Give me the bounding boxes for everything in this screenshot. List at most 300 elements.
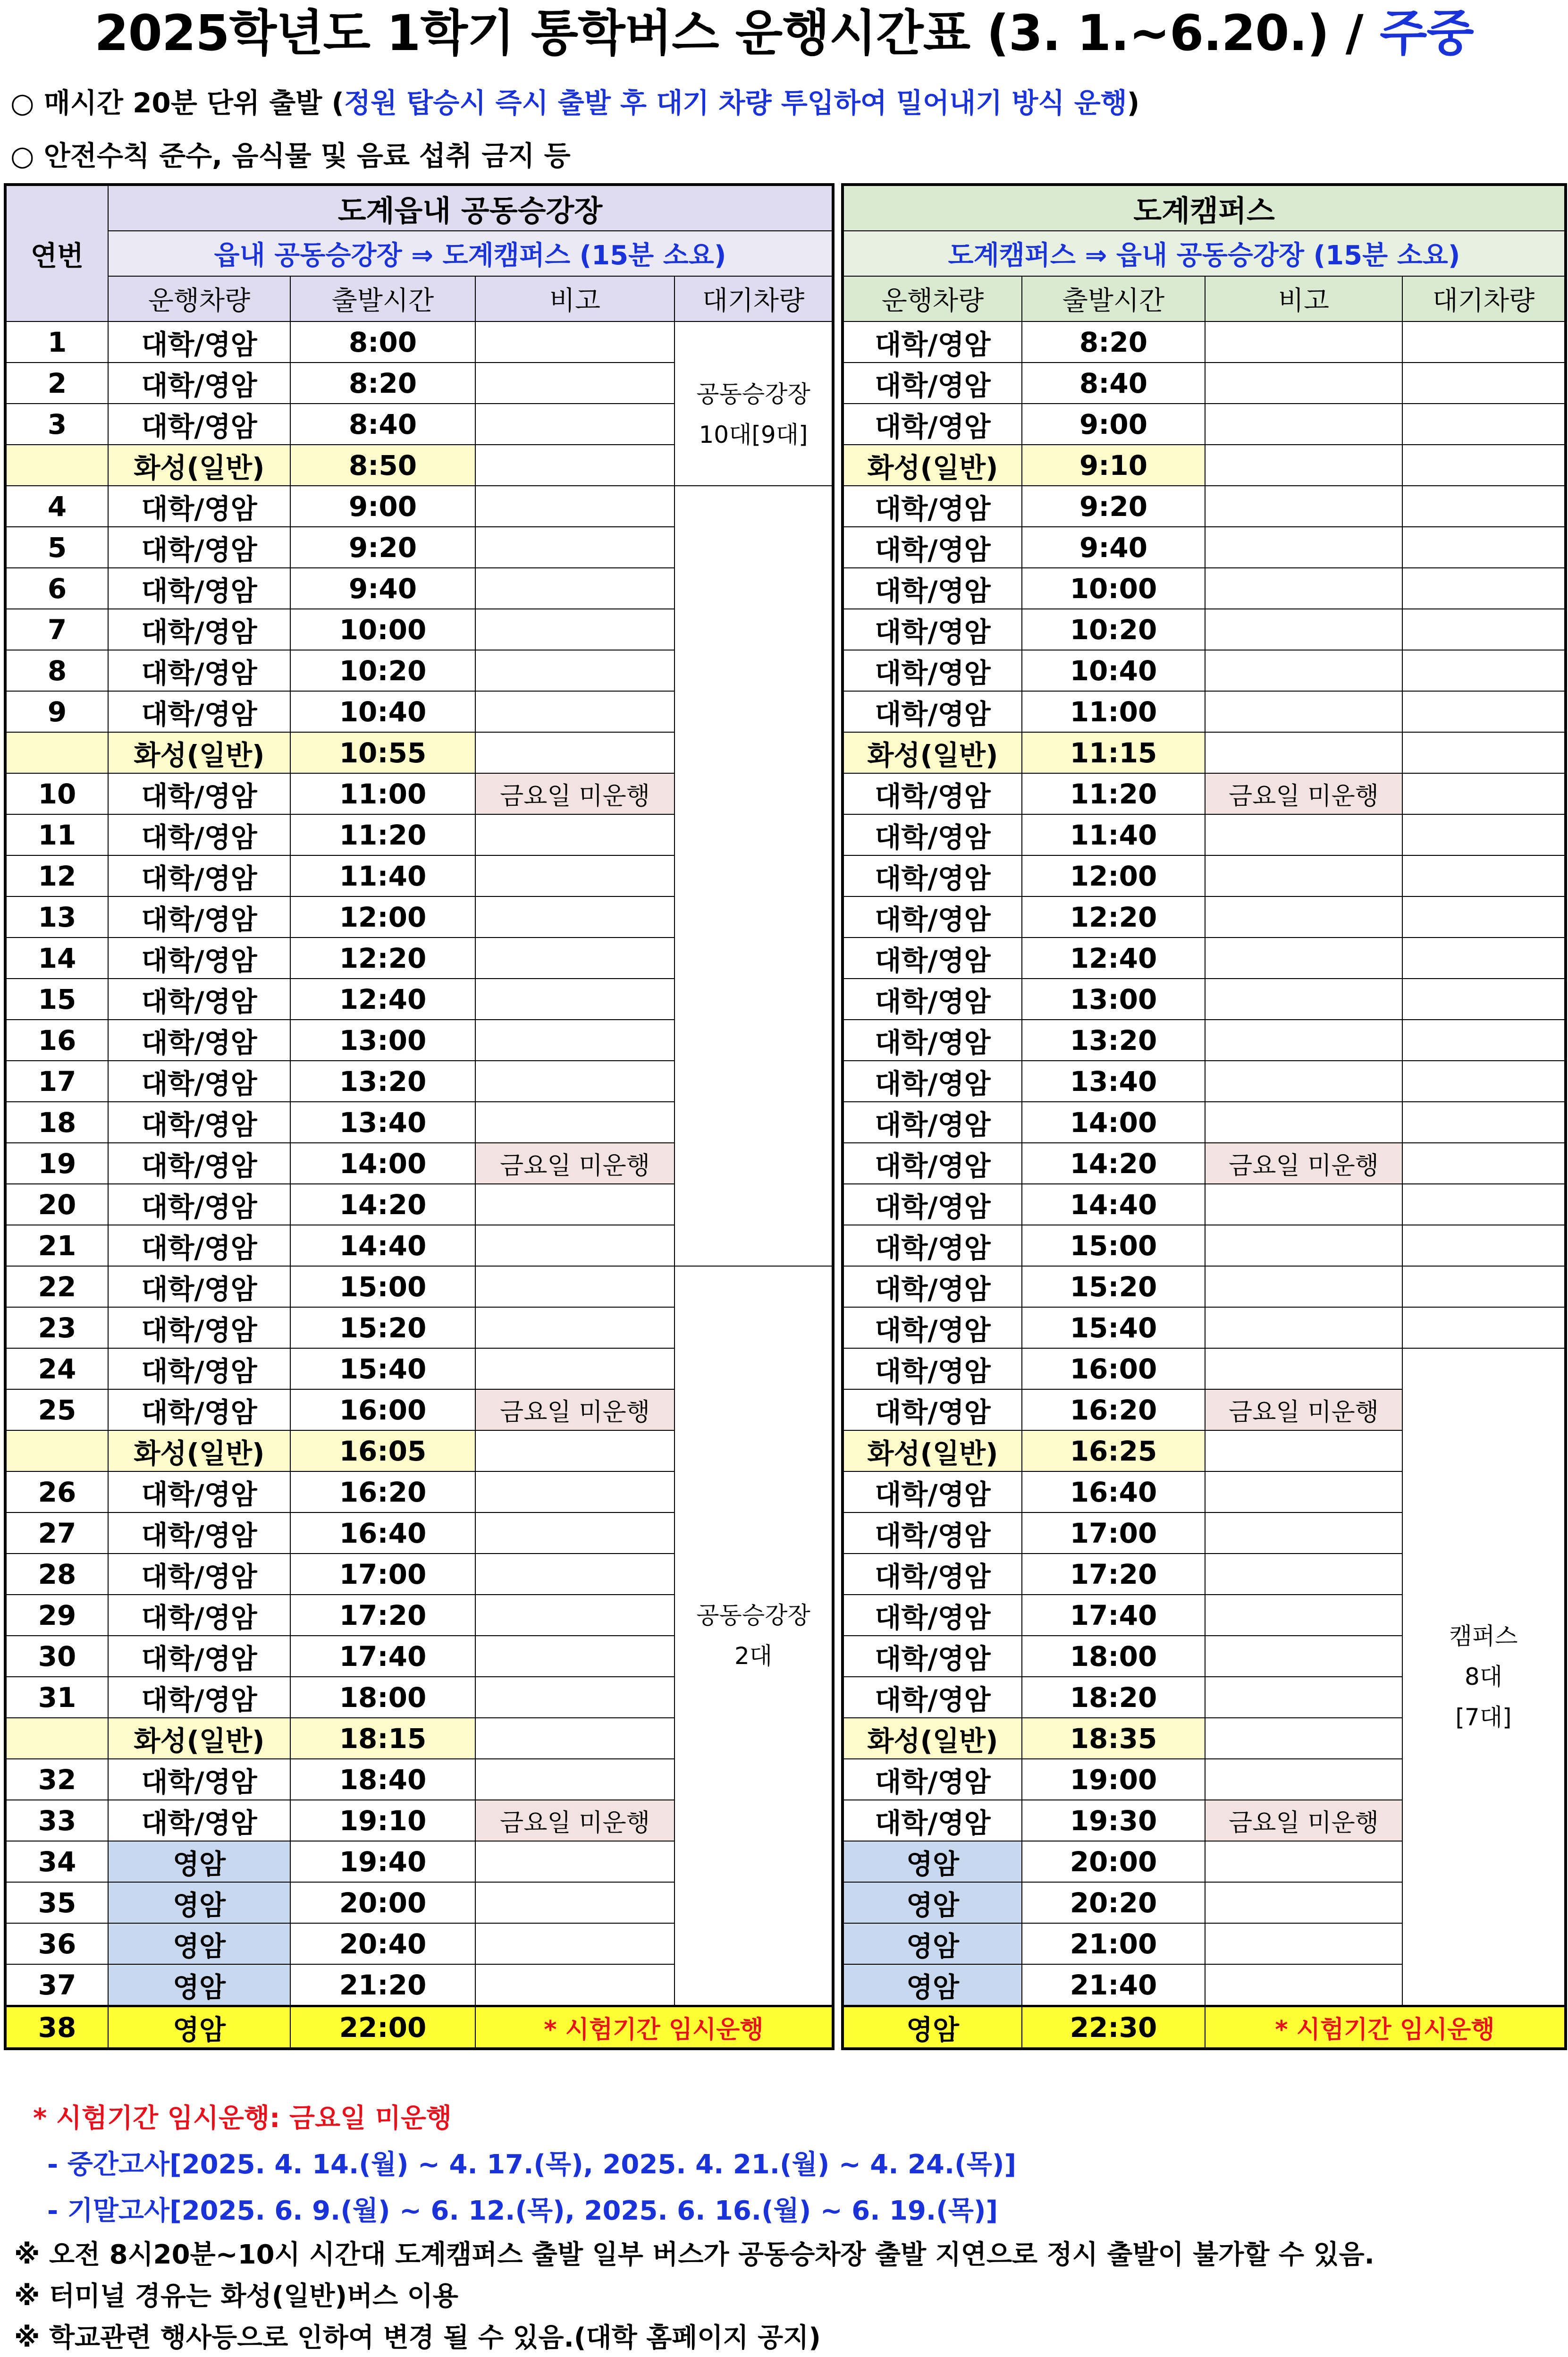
left-col-bus: 운행차량	[108, 276, 290, 321]
row-number	[5, 732, 108, 773]
row-number	[5, 1430, 108, 1471]
right-departure-time: 15:40	[1022, 1307, 1205, 1348]
right-col-note: 비고	[1205, 276, 1402, 321]
left-bus-type: 대학/영암	[108, 773, 290, 814]
left-remark	[475, 1061, 674, 1102]
right-bus-type: 대학/영암	[843, 1307, 1022, 1348]
right-remark	[1205, 486, 1402, 527]
left-waiting-vehicles-empty	[674, 486, 833, 1266]
right-waiting-vehicles-empty	[1402, 1061, 1566, 1102]
left-bus-type: 대학/영암	[108, 1759, 290, 1800]
right-waiting-vehicles-empty	[1402, 1225, 1566, 1266]
left-departure-time: 15:20	[290, 1307, 475, 1348]
left-bus-type: 대학/영암	[108, 814, 290, 855]
left-departure-time: 16:00	[290, 1389, 475, 1430]
row-number: 27	[5, 1512, 108, 1554]
left-remark	[475, 1471, 674, 1512]
delay-note: ※ 오전 8시20분~10시 시간대 도계캠퍼스 출발 일부 버스가 공동승차장 출발 지연으로 정시 출발이 불가할 수 있음.	[14, 2239, 1374, 2270]
right-table-row	[843, 1184, 1566, 1225]
left-remark	[475, 1841, 674, 1882]
right-table-row	[843, 2006, 1566, 2049]
right-bus-type: 대학/영암	[843, 1225, 1022, 1266]
right-waiting-vehicles-empty	[1402, 321, 1566, 363]
right-col-bus: 운행차량	[843, 276, 1022, 321]
left-bus-type: 대학/영암	[108, 1512, 290, 1554]
right-waiting-vehicles-empty	[1402, 1020, 1566, 1061]
left-departure-time: 8:40	[290, 404, 475, 445]
row-number: 20	[5, 1184, 108, 1225]
notice1-prefix: ○ 매시간 20분 단위 출발 (	[10, 87, 345, 119]
right-bus-type: 대학/영암	[843, 1020, 1022, 1061]
left-bus-type: 대학/영암	[108, 527, 290, 568]
right-departure-time: 19:30	[1022, 1800, 1205, 1841]
right-bus-type: 대학/영암	[843, 1266, 1022, 1307]
right-remark	[1205, 1677, 1402, 1718]
left-wait-top-line2: 10대[9대]	[699, 421, 808, 448]
right-waiting-vehicles-empty	[1402, 527, 1566, 568]
right-table-row	[843, 1225, 1566, 1266]
left-remark	[475, 1759, 674, 1800]
left-table-row	[5, 486, 833, 527]
left-remark	[475, 1554, 674, 1595]
right-table-row	[843, 404, 1566, 445]
right-departure-time: 9:00	[1022, 404, 1205, 445]
left-departure-time: 13:00	[290, 1020, 475, 1061]
right-departure-time: 12:00	[1022, 855, 1205, 896]
left-bus-type: 대학/영암	[108, 404, 290, 445]
row-number: 22	[5, 1266, 108, 1307]
row-number: 10	[5, 773, 108, 814]
left-departure-time: 16:40	[290, 1512, 475, 1554]
right-exam-note: * 시험기간 임시운행	[1205, 2006, 1566, 2049]
right-remark	[1205, 938, 1402, 979]
right-waiting-vehicles-empty	[1402, 1307, 1566, 1348]
right-table-row	[843, 732, 1566, 773]
right-waiting-vehicles-empty	[1402, 486, 1566, 527]
right-bus-type: 영암	[843, 1841, 1022, 1882]
right-departure-time: 15:00	[1022, 1225, 1205, 1266]
row-number: 24	[5, 1348, 108, 1389]
left-bus-type: 대학/영암	[108, 1595, 290, 1636]
row-number: 17	[5, 1061, 108, 1102]
right-bus-type: 대학/영암	[843, 814, 1022, 855]
left-remark	[475, 568, 674, 609]
right-remark: 금요일 미운행	[1205, 1800, 1402, 1841]
left-bus-type: 대학/영암	[108, 979, 290, 1020]
row-number: 29	[5, 1595, 108, 1636]
left-remark	[475, 938, 674, 979]
right-waiting-vehicles-empty	[1402, 979, 1566, 1020]
right-bus-type: 대학/영암	[843, 1102, 1022, 1143]
right-bus-type: 대학/영암	[843, 1759, 1022, 1800]
left-bus-type: 대학/영암	[108, 1389, 290, 1430]
right-remark	[1205, 568, 1402, 609]
left-remark	[475, 1307, 674, 1348]
left-departure-time: 11:00	[290, 773, 475, 814]
right-waiting-vehicles-empty	[1402, 404, 1566, 445]
left-remark	[475, 691, 674, 732]
left-departure-time: 22:00	[290, 2006, 475, 2049]
row-number: 4	[5, 486, 108, 527]
left-remark	[475, 1964, 674, 2006]
right-departure-time: 18:20	[1022, 1677, 1205, 1718]
right-bus-type: 화성(일반)	[843, 1718, 1022, 1759]
left-departure-time: 18:40	[290, 1759, 475, 1800]
left-waiting-vehicles-mid	[674, 1266, 833, 2006]
right-remark: 금요일 미운행	[1205, 1143, 1402, 1184]
right-table-row	[843, 814, 1566, 855]
right-table-row	[843, 363, 1566, 404]
left-remark: 금요일 미운행	[475, 1800, 674, 1841]
right-table-row	[843, 1307, 1566, 1348]
right-remark	[1205, 1348, 1402, 1389]
row-number: 11	[5, 814, 108, 855]
right-departure-time: 14:40	[1022, 1184, 1205, 1225]
right-bus-type: 영암	[843, 1923, 1022, 1964]
right-bus-type: 영암	[843, 1882, 1022, 1923]
left-exam-note: * 시험기간 임시운행	[475, 2006, 833, 2049]
right-bus-type: 화성(일반)	[843, 445, 1022, 486]
left-bus-type: 영암	[108, 1882, 290, 1923]
right-bus-type: 대학/영암	[843, 1471, 1022, 1512]
left-bus-type: 대학/영암	[108, 609, 290, 650]
right-table-row	[843, 855, 1566, 896]
left-bus-type: 영암	[108, 1964, 290, 2006]
right-bus-type: 대학/영암	[843, 568, 1022, 609]
right-departure-time: 11:20	[1022, 773, 1205, 814]
left-col-note: 비고	[475, 276, 674, 321]
right-remark	[1205, 1184, 1402, 1225]
left-bus-type: 화성(일반)	[108, 445, 290, 486]
right-remark	[1205, 1595, 1402, 1636]
right-table-row	[843, 773, 1566, 814]
right-table-row	[843, 1266, 1566, 1307]
left-bus-type: 대학/영암	[108, 691, 290, 732]
right-departure-time: 13:20	[1022, 1020, 1205, 1061]
left-departure-time: 17:00	[290, 1554, 475, 1595]
left-departure-time: 18:15	[290, 1718, 475, 1759]
row-number: 23	[5, 1307, 108, 1348]
right-waiting-vehicles-empty	[1402, 814, 1566, 855]
right-remark	[1205, 1471, 1402, 1512]
change-note: ※ 학교관련 행사등으로 인하여 변경 될 수 있음.(대학 홈페이지 공지)	[14, 2323, 821, 2353]
left-remark	[475, 814, 674, 855]
left-remark	[475, 1636, 674, 1677]
row-number: 16	[5, 1020, 108, 1061]
right-waiting-vehicles	[1402, 1348, 1566, 2006]
right-waiting-vehicles-empty	[1402, 691, 1566, 732]
right-table-row	[843, 938, 1566, 979]
row-number-header: 연번	[5, 185, 108, 321]
left-departure-time: 12:00	[290, 896, 475, 938]
left-departure-time: 14:00	[290, 1143, 475, 1184]
right-bus-type: 대학/영암	[843, 609, 1022, 650]
right-departure-time: 9:20	[1022, 486, 1205, 527]
row-number: 8	[5, 650, 108, 691]
title-main: 2025학년도 1학기 통학버스 운행시간표 (3. 1.~6.20.) /	[94, 4, 1380, 62]
left-bus-type: 대학/영암	[108, 1554, 290, 1595]
row-number: 13	[5, 896, 108, 938]
right-remark	[1205, 1430, 1402, 1471]
right-remark	[1205, 404, 1402, 445]
left-bus-type: 대학/영암	[108, 1184, 290, 1225]
right-departure-time: 18:35	[1022, 1718, 1205, 1759]
right-remark	[1205, 1061, 1402, 1102]
right-bus-type: 대학/영암	[843, 1061, 1022, 1102]
right-departure-time: 15:20	[1022, 1266, 1205, 1307]
right-departure-time: 16:20	[1022, 1389, 1205, 1430]
exam-period-note: * 시험기간 임시운행: 금요일 미운행	[33, 2103, 452, 2134]
right-waiting-vehicles-empty	[1402, 1266, 1566, 1307]
right-remark	[1205, 855, 1402, 896]
left-bus-type: 대학/영암	[108, 363, 290, 404]
left-remark	[475, 1102, 674, 1143]
left-bus-type: 대학/영암	[108, 568, 290, 609]
left-bus-type: 대학/영암	[108, 486, 290, 527]
left-departure-time: 8:50	[290, 445, 475, 486]
left-remark	[475, 1184, 674, 1225]
left-waiting-vehicles-top	[674, 321, 833, 486]
left-remark	[475, 404, 674, 445]
left-bus-type: 대학/영암	[108, 855, 290, 896]
left-departure-time: 13:40	[290, 1102, 475, 1143]
left-remark	[475, 1430, 674, 1471]
left-bus-type: 대학/영암	[108, 1225, 290, 1266]
right-timetable	[841, 183, 1567, 2050]
right-remark	[1205, 979, 1402, 1020]
right-waiting-vehicles-empty	[1402, 650, 1566, 691]
left-bus-type: 대학/영암	[108, 1061, 290, 1102]
right-bus-type: 대학/영암	[843, 486, 1022, 527]
left-bus-type: 대학/영암	[108, 1143, 290, 1184]
right-departure-time: 11:40	[1022, 814, 1205, 855]
left-remark	[475, 445, 674, 486]
left-departure-time: 19:40	[290, 1841, 475, 1882]
left-remark	[475, 1266, 674, 1307]
right-remark	[1205, 1102, 1402, 1143]
row-number: 26	[5, 1471, 108, 1512]
left-col-wait: 대기차량	[674, 276, 833, 321]
right-remark	[1205, 1512, 1402, 1554]
right-bus-type: 대학/영암	[843, 1636, 1022, 1677]
right-bus-type: 대학/영암	[843, 1184, 1022, 1225]
right-departure-time: 18:00	[1022, 1636, 1205, 1677]
left-bus-type: 화성(일반)	[108, 732, 290, 773]
right-bus-type: 대학/영암	[843, 938, 1022, 979]
notice1-highlight: 정원 탑승시 즉시 출발 후 대기 차량 투입하여 밀어내기 방식 운행	[344, 87, 1127, 119]
left-departure-time: 17:40	[290, 1636, 475, 1677]
right-table-row	[843, 527, 1566, 568]
right-table-row	[843, 1020, 1566, 1061]
right-remark	[1205, 321, 1402, 363]
right-bus-type: 대학/영암	[843, 1800, 1022, 1841]
terminal-note: ※ 터미널 경유는 화성(일반)버스 이용	[14, 2281, 458, 2312]
right-departure-time: 20:20	[1022, 1882, 1205, 1923]
row-number: 7	[5, 609, 108, 650]
right-departure-time: 12:40	[1022, 938, 1205, 979]
right-bus-type: 대학/영암	[843, 404, 1022, 445]
left-departure-time: 13:20	[290, 1061, 475, 1102]
left-remark	[475, 1718, 674, 1759]
left-departure-time: 14:20	[290, 1184, 475, 1225]
right-waiting-vehicles-empty	[1402, 855, 1566, 896]
right-bus-type: 화성(일반)	[843, 1430, 1022, 1471]
right-departure-time: 13:40	[1022, 1061, 1205, 1102]
row-number: 28	[5, 1554, 108, 1595]
right-departure-time: 8:40	[1022, 363, 1205, 404]
right-bus-type: 대학/영암	[843, 527, 1022, 568]
left-remark: 금요일 미운행	[475, 1143, 674, 1184]
left-bus-type: 대학/영암	[108, 650, 290, 691]
right-bus-type: 대학/영암	[843, 1512, 1022, 1554]
right-departure-time: 8:20	[1022, 321, 1205, 363]
left-wait-mid-line1: 공동승강장	[696, 1602, 810, 1629]
left-departure-time: 14:40	[290, 1225, 475, 1266]
right-table-row	[843, 1061, 1566, 1102]
row-number: 14	[5, 938, 108, 979]
right-table-row	[843, 1102, 1566, 1143]
right-remark	[1205, 1266, 1402, 1307]
right-departure-time: 9:40	[1022, 527, 1205, 568]
row-number: 32	[5, 1759, 108, 1800]
left-departure-time: 9:40	[290, 568, 475, 609]
left-remark	[475, 855, 674, 896]
right-remark	[1205, 445, 1402, 486]
right-remark	[1205, 814, 1402, 855]
right-departure-time: 13:00	[1022, 979, 1205, 1020]
right-bus-type: 화성(일반)	[843, 732, 1022, 773]
row-number: 31	[5, 1677, 108, 1718]
right-table-row	[843, 1143, 1566, 1184]
right-table-row	[843, 979, 1566, 1020]
right-bus-type: 대학/영암	[843, 1595, 1022, 1636]
right-waiting-vehicles-empty	[1402, 609, 1566, 650]
right-bus-type: 대학/영암	[843, 1389, 1022, 1430]
left-remark	[475, 609, 674, 650]
right-remark	[1205, 1964, 1402, 2006]
right-location-header: 도계캠퍼스	[843, 185, 1566, 231]
right-waiting-vehicles-empty	[1402, 1143, 1566, 1184]
notice-departure-interval	[10, 84, 1139, 122]
left-departure-time: 12:20	[290, 938, 475, 979]
right-departure-time: 10:20	[1022, 609, 1205, 650]
right-remark	[1205, 1020, 1402, 1061]
right-remark	[1205, 1307, 1402, 1348]
left-bus-type: 화성(일반)	[108, 1718, 290, 1759]
left-departure-time: 8:20	[290, 363, 475, 404]
left-departure-time: 12:40	[290, 979, 475, 1020]
left-remark: 금요일 미운행	[475, 773, 674, 814]
left-bus-type: 대학/영암	[108, 1307, 290, 1348]
right-bus-type: 대학/영암	[843, 1143, 1022, 1184]
final-dates: - 기말고사[2025. 6. 9.(월) ~ 6. 12.(목), 2025. 6. 16.(월) ~ 6. 19.(목)]	[47, 2196, 998, 2226]
row-number	[5, 1718, 108, 1759]
left-remark	[475, 896, 674, 938]
right-remark	[1205, 732, 1402, 773]
right-table-row	[843, 486, 1566, 527]
left-departure-time: 21:20	[290, 1964, 475, 2006]
left-departure-time: 10:00	[290, 609, 475, 650]
right-waiting-vehicles-empty	[1402, 1102, 1566, 1143]
row-number: 21	[5, 1225, 108, 1266]
right-waiting-vehicles-empty	[1402, 896, 1566, 938]
right-waiting-vehicles-empty	[1402, 363, 1566, 404]
row-number: 34	[5, 1841, 108, 1882]
right-waiting-vehicles-empty	[1402, 938, 1566, 979]
row-number: 19	[5, 1143, 108, 1184]
row-number: 25	[5, 1389, 108, 1430]
left-remark	[475, 1595, 674, 1636]
left-bus-type: 영암	[108, 1923, 290, 1964]
left-bus-type: 대학/영암	[108, 896, 290, 938]
right-bus-type: 대학/영암	[843, 1554, 1022, 1595]
right-bus-type: 영암	[843, 1964, 1022, 2006]
left-departure-time: 11:40	[290, 855, 475, 896]
left-remark	[475, 1348, 674, 1389]
left-remark	[475, 650, 674, 691]
right-remark	[1205, 650, 1402, 691]
notice-safety: ○ 안전수칙 준수, 음식물 및 음료 섭취 금지 등	[10, 140, 571, 172]
title-accent: 주중	[1379, 4, 1474, 62]
right-remark	[1205, 527, 1402, 568]
left-bus-type: 대학/영암	[108, 1471, 290, 1512]
right-bus-type: 대학/영암	[843, 896, 1022, 938]
right-bus-type: 대학/영암	[843, 855, 1022, 896]
right-waiting-vehicles-empty	[1402, 732, 1566, 773]
right-remark	[1205, 1882, 1402, 1923]
right-departure-time: 21:00	[1022, 1923, 1205, 1964]
right-remark	[1205, 896, 1402, 938]
left-departure-time: 15:00	[290, 1266, 475, 1307]
right-remark	[1205, 1718, 1402, 1759]
right-table-row	[843, 650, 1566, 691]
left-departure-time: 11:20	[290, 814, 475, 855]
right-departure-time: 9:10	[1022, 445, 1205, 486]
left-remark	[475, 486, 674, 527]
row-number: 36	[5, 1923, 108, 1964]
right-departure-time: 22:30	[1022, 2006, 1205, 2049]
row-number: 35	[5, 1882, 108, 1923]
right-departure-time: 16:00	[1022, 1348, 1205, 1389]
left-departure-time: 9:00	[290, 486, 475, 527]
right-table-row	[843, 568, 1566, 609]
right-remark	[1205, 363, 1402, 404]
left-departure-time: 16:05	[290, 1430, 475, 1471]
left-remark	[475, 1882, 674, 1923]
row-number: 12	[5, 855, 108, 896]
right-remark	[1205, 1636, 1402, 1677]
row-number: 15	[5, 979, 108, 1020]
left-remark: 금요일 미운행	[475, 1389, 674, 1430]
row-number: 2	[5, 363, 108, 404]
right-table-row	[843, 609, 1566, 650]
right-departure-time: 11:15	[1022, 732, 1205, 773]
left-departure-time: 20:00	[290, 1882, 475, 1923]
right-departure-time: 14:20	[1022, 1143, 1205, 1184]
left-wait-mid-line2: 2대	[734, 1642, 773, 1670]
right-departure-time: 17:00	[1022, 1512, 1205, 1554]
left-remark	[475, 1512, 674, 1554]
left-wait-top-line1: 공동승강장	[696, 380, 810, 408]
right-remark	[1205, 1225, 1402, 1266]
right-departure-time: 12:20	[1022, 896, 1205, 938]
right-bus-type: 대학/영암	[843, 691, 1022, 732]
left-departure-time: 19:10	[290, 1800, 475, 1841]
left-table-row	[5, 2006, 833, 2049]
right-table-row	[843, 691, 1566, 732]
page-title	[0, 0, 1568, 66]
left-bus-type: 영암	[108, 1841, 290, 1882]
